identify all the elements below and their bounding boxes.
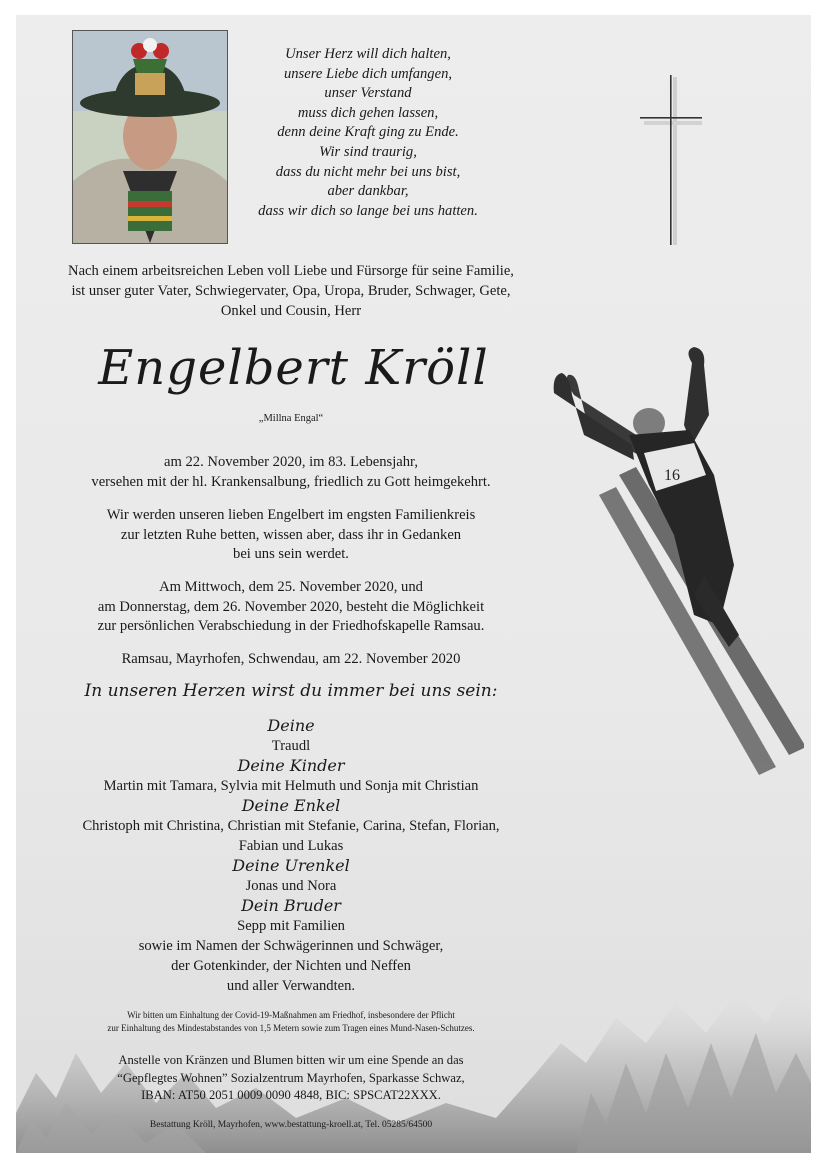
poem-line: unsere Liebe dich umfangen, [283, 65, 453, 82]
grandchildren-names: Fabian und Lukas [238, 838, 344, 854]
poem-line: Unser Herz will dich halten, [285, 46, 451, 62]
farewell-notice: Am Mittwoch, dem 25. November 2020, und am Donnerstag, dem 26. November 2020, besteht die Möglichkeit zur persönlichen Verabschiedung in der Friedhofskapelle Ramsau. [97, 579, 485, 635]
grandchildren-names: Christoph mit Christina, Christian mit Stefanie, Carina, Stefan, Florian, [82, 818, 500, 834]
wife-heading: Deine [267, 716, 315, 735]
portrait-photo [72, 30, 228, 244]
poem-line: dass wir dich so lange bei uns hatten. [258, 202, 478, 219]
poem-line: aber dankbar, [327, 183, 409, 200]
donation-note: Anstelle von Kränzen und Blumen bitten wir um eine Spende an das “Gepflegtes Wohnen” Sozialzentrum Mayrhofen, Sparkasse Schwaz, IBAN: AT50 2051 0009 0090 4848, BIC: SPSCAT22XXX. [117, 1053, 465, 1102]
other-relatives: und aller Verwandten. [226, 978, 356, 994]
death-notice: am 22. November 2020, im 83. Lebensjahr, versehen mit der hl. Krankensalbung, friedlich zu Gott heimgekehrt. [91, 454, 491, 490]
deceased-nickname: „Millna Engal“ [258, 413, 324, 424]
obituary-card [16, 15, 811, 1153]
greatgrandchildren-heading: Deine Urenkel [232, 856, 350, 875]
cross-icon [640, 75, 702, 245]
bib-number: 16 [664, 467, 680, 484]
poem-line: denn deine Kraft ging zu Ende. [277, 124, 459, 141]
children-heading: Deine Kinder [237, 756, 345, 775]
funeral-home-footer: Bestattung Kröll, Mayrhofen, www.bestattung-kroell.at, Tel. 05285/64500 [149, 1120, 433, 1130]
burial-notice: Wir werden unseren lieben Engelbert im engsten Familienkreis zur letzten Ruhe betten, wissen aber, dass ihr in Gedanken bei uns sein werdet. [106, 507, 476, 563]
other-relatives: der Gotenkinder, der Nichten und Neffen [171, 958, 411, 974]
poem-line: muss dich gehen lassen, [297, 104, 439, 121]
poem-line: dass du nicht mehr bei uns bist, [275, 163, 461, 180]
place-date: Ramsau, Mayrhofen, Schwendau, am 22. November 2020 [121, 651, 461, 667]
wife-name: Traudl [271, 738, 311, 754]
memorial-poem [230, 45, 506, 221]
greatgrandchildren-names: Jonas und Nora [245, 878, 337, 894]
intro-text: Nach einem arbeitsreichen Leben voll Liebe und Fürsorge für seine Familie, ist unser guter Vater, Schwiegervater, Opa, Uropa, Bruder, Schwager, Gete, Onkel und Cousin, Herr [68, 263, 514, 319]
ski-jumper-image [544, 335, 804, 775]
mourners-list [16, 716, 566, 996]
children-names: Martin mit Tamara, Sylvia mit Helmuth und Sonja mit Christian [103, 778, 479, 794]
brother-name: Sepp mit Familien [237, 918, 345, 934]
poem-line: Wir sind traurig, [319, 143, 417, 160]
motto: In unseren Herzen wirst du immer bei uns sein: [84, 681, 498, 701]
poem-line: unser Verstand [324, 85, 412, 102]
brother-heading: Dein Bruder [241, 896, 341, 915]
deceased-name: Engelbert Kröll [98, 340, 489, 396]
grandchildren-heading: Deine Enkel [241, 796, 341, 815]
covid-note: Wir bitten um Einhaltung der Covid-19-Maßnahmen am Friedhof, insbesondere der Pflicht zur Einhaltung des Mindestabstandes von 1,5 Metern sowie zum Tragen eines Mund-Nasen-Schutzes. [107, 1010, 475, 1033]
other-relatives: sowie im Namen der Schwägerinnen und Schwäger, [138, 938, 444, 954]
